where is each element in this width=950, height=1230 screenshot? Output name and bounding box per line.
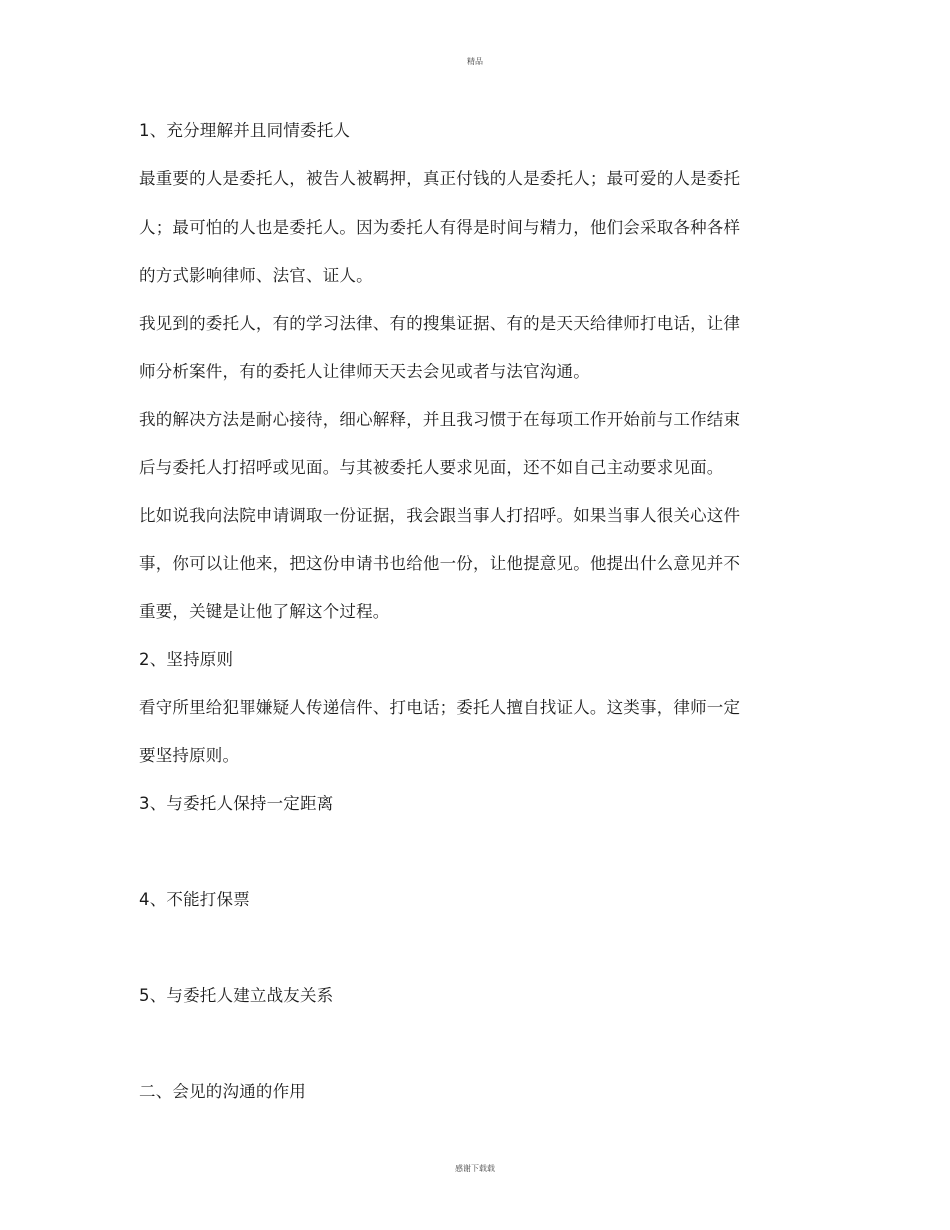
paragraph-line: 后与委托人打招呼或见面。与其被委托人要求见面，还不如自己主动要求见面。: [139, 458, 724, 477]
section-heading-2: 2、坚持原则: [139, 650, 234, 669]
page-header: 精品: [467, 57, 483, 66]
paragraph-line: 我见到的委托人，有的学习法律、有的搜集证据、有的是天天给律师打电话，让律: [139, 314, 741, 333]
paragraph-line: 要坚持原则。: [139, 746, 240, 765]
section-heading-1: 1、充分理解并且同情委托人: [139, 121, 351, 140]
section-heading-5: 5、与委托人建立战友关系: [139, 986, 334, 1005]
paragraph-line: 比如说我向法院申请调取一份证据，我会跟当事人打招呼。如果当事人很关心这件: [139, 506, 741, 525]
paragraph-line: 事，你可以让他来，把这份申请书也给他一份，让他提意见。他提出什么意见并不: [139, 554, 741, 573]
section-heading-3: 3、与委托人保持一定距离: [139, 794, 334, 813]
paragraph-line: 师分析案件，有的委托人让律师天天去会见或者与法官沟通。: [139, 362, 590, 381]
paragraph-line: 人；最可怕的人也是委托人。因为委托人有得是时间与精力，他们会采取各种各样: [139, 218, 741, 237]
paragraph-line: 看守所里给犯罪嫌疑人传递信件、打电话；委托人擅自找证人。这类事，律师一定: [139, 698, 741, 717]
chapter-heading: 二、会见的沟通的作用: [139, 1082, 306, 1101]
paragraph-line: 的方式影响律师、法官、证人。: [139, 266, 373, 285]
section-heading-4: 4、不能打保票: [139, 890, 250, 909]
paragraph-line: 我的解决方法是耐心接待，细心解释，并且我习惯于在每项工作开始前与工作结束: [139, 410, 741, 429]
paragraph-line: 重要，关键是让他了解这个过程。: [139, 602, 390, 621]
paragraph-line: 最重要的人是委托人，被告人被羁押，真正付钱的人是委托人；最可爱的人是委托: [139, 169, 741, 188]
page-footer: 感谢下载载: [455, 1164, 495, 1173]
